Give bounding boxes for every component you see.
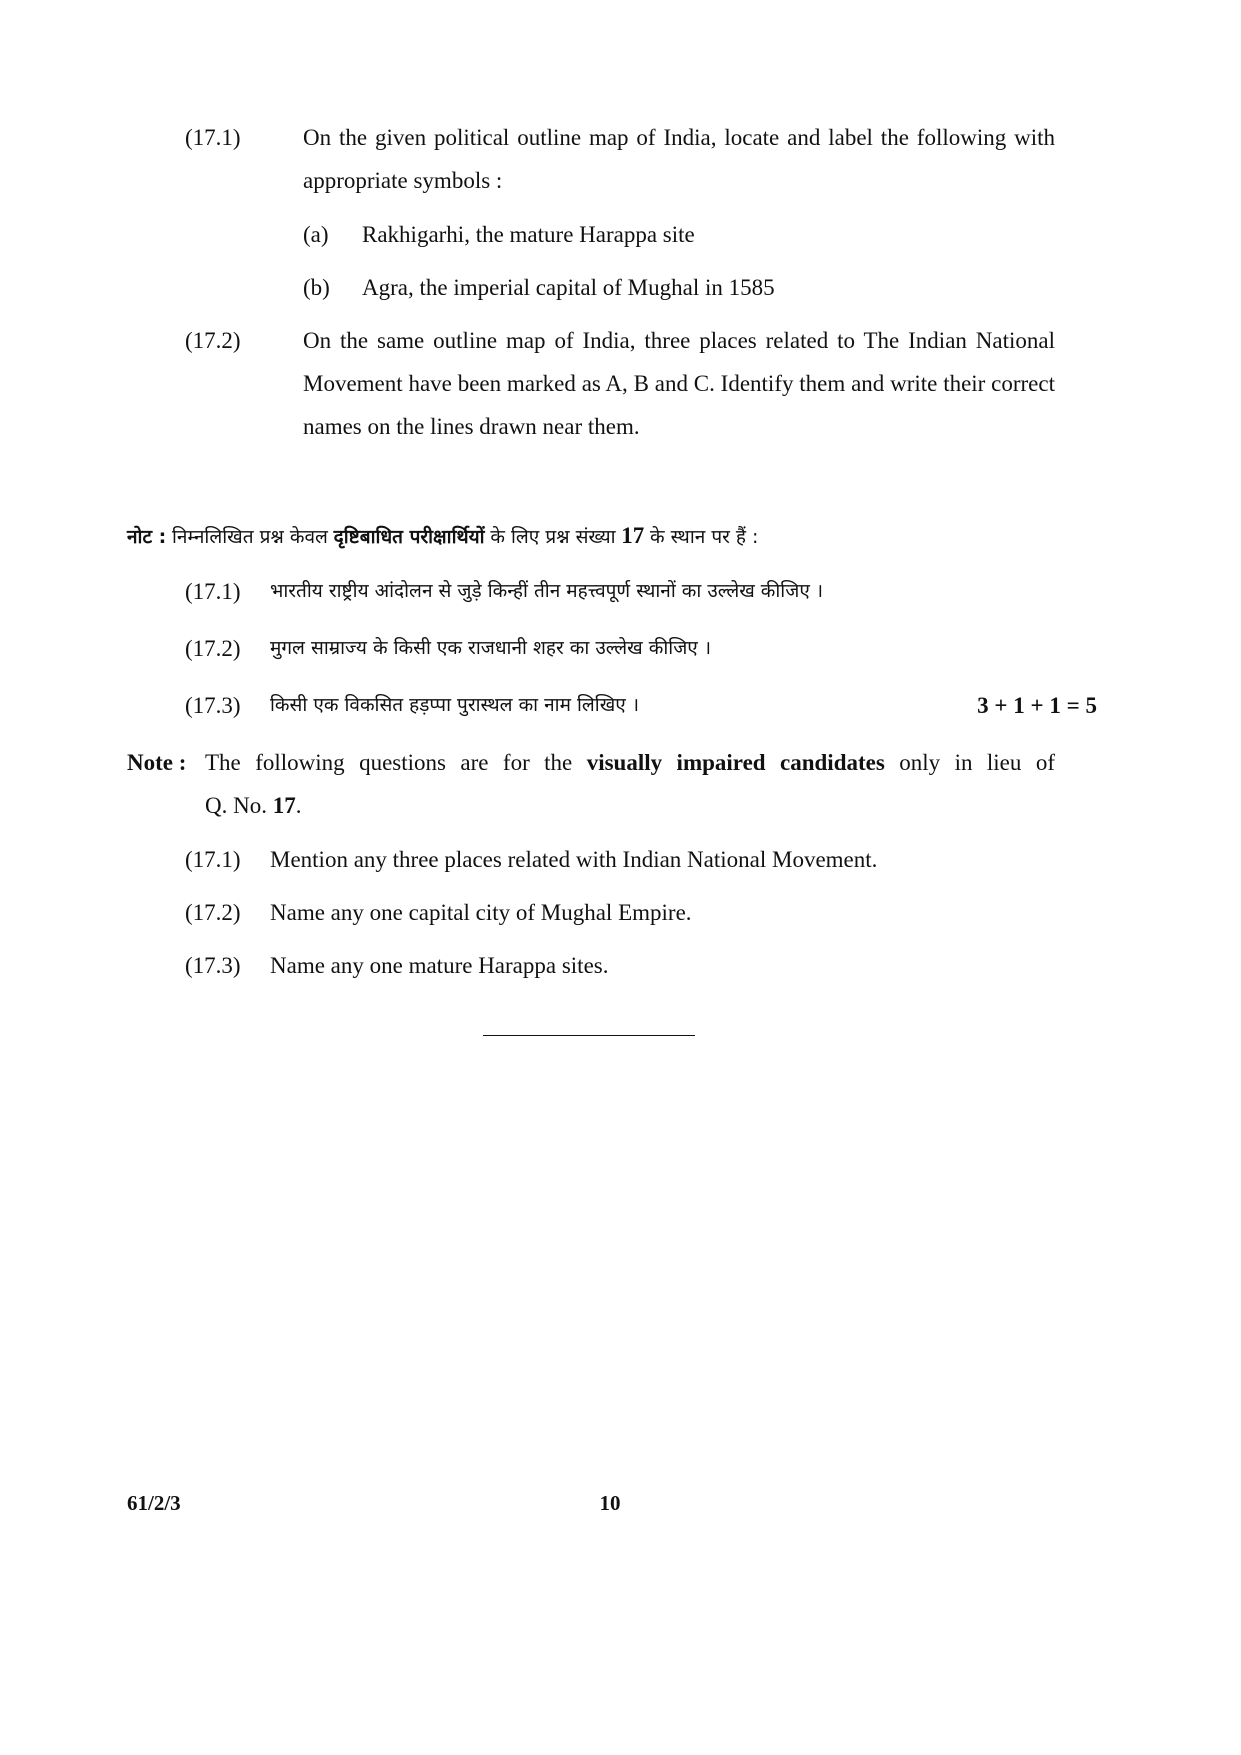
hindi-note-text-after: के स्थान पर हैं : [650, 526, 759, 548]
english-note-bold: visually impaired candidates [586, 750, 885, 775]
english-note-line1 [205, 741, 1055, 784]
english-note-text-before: The following questions are for the [205, 750, 573, 775]
q17-1-a-text: Rakhigarhi, the mature Harappa site [362, 222, 695, 247]
english-note-qno-prefix: Q. No. [205, 793, 267, 818]
english-item-1-number: (17.1) [185, 847, 241, 872]
english-note-qno-suffix: . [295, 793, 302, 818]
english-item-1-text: Mention any three places related with Indian National Movement. [270, 847, 878, 872]
english-note-text-after: only in lieu of [899, 750, 1055, 775]
end-rule [483, 1035, 695, 1036]
english-item-2-number: (17.2) [185, 900, 241, 925]
english-note-label: Note : [127, 750, 187, 775]
marks-value: 3 + 1 + 1 = 5 [977, 693, 1097, 718]
hindi-item-1-text: भारतीय राष्ट्रीय आंदोलन से जुड़े किन्हीं तीन महत्त्वपूर्ण स्थानों का उल्लेख कीजिए । [270, 580, 824, 602]
hindi-note [127, 514, 1087, 559]
hindi-item-3-text: किसी एक विकसित हड़प्पा पुरास्थल का नाम लिखिए । [270, 694, 640, 716]
q17-1-b-label: (b) [303, 275, 330, 300]
paper-code-value: 61/2/3 [127, 1491, 181, 1515]
hindi-note-bold: दृष्टिबाधित परीक्षार्थियों [333, 526, 485, 548]
q17-2-number: (17.2) [185, 328, 241, 353]
english-note-qno: 17 [272, 793, 296, 818]
english-item-3-number: (17.3) [185, 953, 241, 978]
hindi-note-qno: 17 [621, 523, 645, 548]
english-note-line2 [205, 784, 301, 827]
hindi-note-text-middle: के लिए प्रश्न संख्या [490, 526, 616, 548]
page-number-value: 10 [599, 1491, 621, 1515]
hindi-note-label: नोट : [127, 526, 167, 548]
marks [900, 684, 1097, 727]
hindi-item-1-number: (17.1) [185, 579, 241, 604]
english-note-label-wrap [127, 741, 205, 784]
page-number [560, 1482, 660, 1525]
q17-1-b-text: Agra, the imperial capital of Mughal in 1585 [362, 275, 775, 300]
hindi-note-text-before: निम्नलिखित प्रश्न केवल [172, 526, 328, 548]
hindi-item-3-number: (17.3) [185, 693, 241, 718]
q17-1-number: (17.1) [185, 125, 241, 150]
english-item-3-text: Name any one mature Harappa sites. [270, 953, 609, 978]
q17-1-a-label: (a) [303, 222, 329, 247]
hindi-item-2-text: मुगल साम्राज्य के किसी एक राजधानी शहर का उल्लेख कीजिए । [270, 637, 712, 659]
hindi-item-2-number: (17.2) [185, 636, 241, 661]
q17-2-text: On the same outline map of India, three places related to The Indian National Movement have been marked as A, B and C. Identify them and write their correct names on the lines drawn near them. [303, 328, 1055, 439]
paper-code [127, 1482, 181, 1525]
q17-1-text: On the given political outline map of India, locate and label the following with appropriate symbols : [303, 125, 1055, 193]
english-item-2-text: Name any one capital city of Mughal Empire. [270, 900, 692, 925]
